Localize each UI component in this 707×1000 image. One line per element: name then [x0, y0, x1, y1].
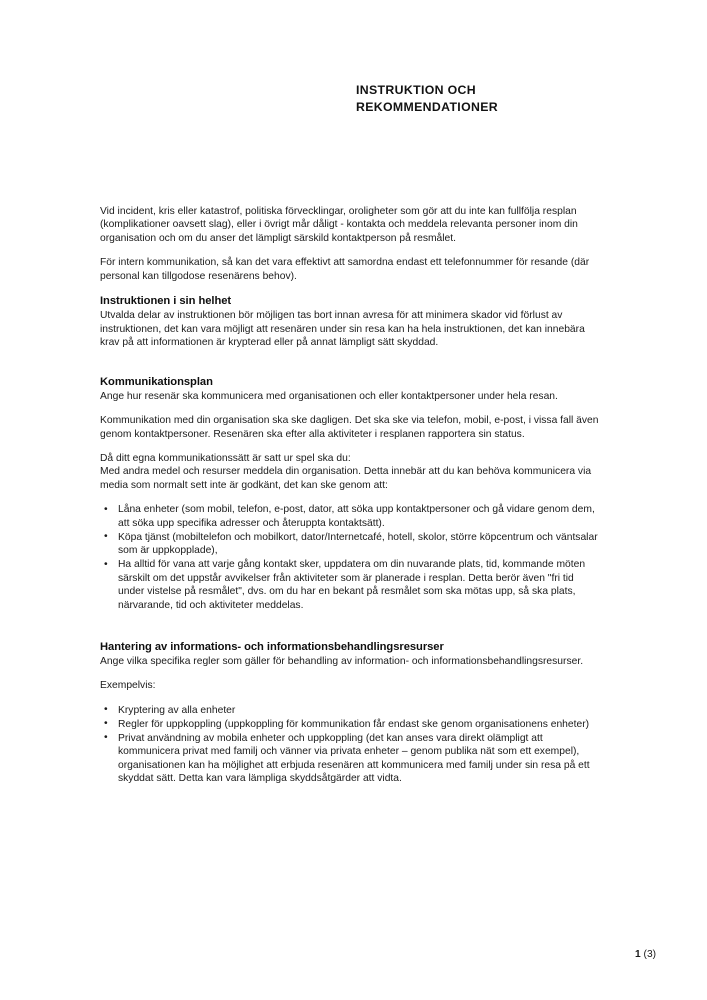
list-item	[100, 558, 602, 612]
list-item	[100, 732, 602, 786]
intro-paragraph: Vid incident, kris eller katastrof, politiska förvecklingar, oroligheter som gör att du inte kan fullfölja resplan (komplikationer oavsett slag), eller i övrigt mår dåligt - kontakta och meddela relevanta personer inom din organisation och om du anser det lämpligt särskild kontaktperson på resmålet.	[100, 206, 578, 244]
document-title	[356, 82, 656, 116]
list-item-text: Köpa tjänst (mobiltelefon och mobilkort, dator/Internetcafé, hotell, skolor, större köpcentrum och väntsalar som är uppkopplade),	[118, 531, 598, 557]
list-item	[100, 704, 602, 717]
document-body	[100, 205, 602, 797]
examples-label: Exempelvis:	[100, 680, 156, 692]
list-item-text: Ha alltid för vana att varje gång kontakt sker, uppdatera om din nuvarande plats, tid, kommande möten särskilt om det uppstår avvikelser från aktiviteter som är planerade i resplan. Detta berör även "fri tid under vistelse på resmålet", dvs. om du har en bekant på resmålet som ska mötas upp, så ska plats, närvarande, tid och aktiviteter meddelas.	[118, 559, 586, 611]
section-body-hantering: Ange vilka specifika regler som gäller för behandling av information- och informationsbehandlingsresurser.	[100, 655, 584, 667]
list-item	[100, 503, 602, 530]
list-item-text: Regler för uppkoppling (uppkoppling för kommunikation får endast ske genom organisationens enheter)	[118, 718, 590, 730]
list-item	[100, 718, 602, 731]
kommunikationsplan-bullet-list	[100, 503, 602, 612]
bullet-icon: •	[104, 558, 108, 570]
document-title-line-1: INSTRUKTION OCH	[356, 83, 477, 97]
page-footer	[100, 948, 656, 962]
section-body-kommunikationsplan: Ange hur resenär ska kommunicera med organisationen och eller kontaktpersoner under hela resan.	[100, 390, 558, 402]
kommunikationsplan-lead-in-2: Med andra medel och resurser meddela din organisation. Detta innebär att du kan behöva kommunicera via media som normalt sett inte är godkänt, det kan ske genom att:	[100, 466, 592, 491]
list-item	[100, 531, 602, 558]
section-heading-instruktionen: Instruktionen i sin helhet	[100, 295, 232, 308]
kommunikationsplan-paragraph-2: Kommunikation med din organisation ska ske dagligen. Det ska ske via telefon, mobil, e-post, i vissa fall även genom kontaktpersoner. Resenären ska efter alla aktiviteter i resplanen rapportera sin status.	[100, 415, 599, 440]
internal-communication-paragraph: För intern kommunikation, så kan det vara effektivt att samordna endast ett telefonnummer för resande (där personal kan tillgodose resenärens behov).	[100, 257, 590, 282]
bullet-icon: •	[104, 732, 108, 744]
spacer	[100, 623, 602, 635]
footer-page-number: 1	[635, 949, 641, 960]
section-heading-hantering: Hantering av informations- och informationsbehandlingsresurser	[100, 640, 444, 653]
document-title-line-2: REKOMMENDATIONER	[356, 100, 499, 114]
section-body-instruktionen: Utvalda delar av instruktionen bör möjligen tas bort innan avresa för att minimera skador vid förlust av instruktionen, det kan vara möjligt att resenären under sin resa kan ha hela instruktionen, det kan innebära krav på att informationen är krypterad eller på annat lämpligt sätt skyddad.	[100, 310, 585, 349]
bullet-icon: •	[104, 718, 108, 730]
kommunikationsplan-lead-in-1: Då ditt egna kommunikationssätt är satt ur spel ska du:	[100, 452, 351, 464]
hantering-bullet-list	[100, 704, 602, 786]
spacer	[100, 361, 602, 370]
list-item-text: Låna enheter (som mobil, telefon, e-post, dator, att söka upp kontaktpersoner och gå vidare genom dem, att söka upp specifika adresser och återuppta kontaktsätt).	[118, 504, 595, 529]
bullet-icon: •	[104, 531, 108, 543]
section-heading-kommunikationsplan: Kommunikationsplan	[100, 375, 213, 388]
bullet-icon: •	[104, 503, 108, 515]
footer-page-total: (3)	[643, 949, 656, 960]
list-item-text: Kryptering av alla enheter	[118, 704, 236, 716]
list-item-text: Privat användning av mobila enheter och uppkoppling (det kan anses vara direkt olämpligt att kommunicera privat med familj och vänner via privata enheter – genom publika nät som ett exempel), organisationen kan ha möjlighet att erbjuda resenären att kommunicera med familj under sin resa på ett skyddat sätt. Detta kan vara lämpliga skyddsåtgärder att vidta.	[118, 732, 590, 785]
bullet-icon: •	[104, 704, 108, 716]
